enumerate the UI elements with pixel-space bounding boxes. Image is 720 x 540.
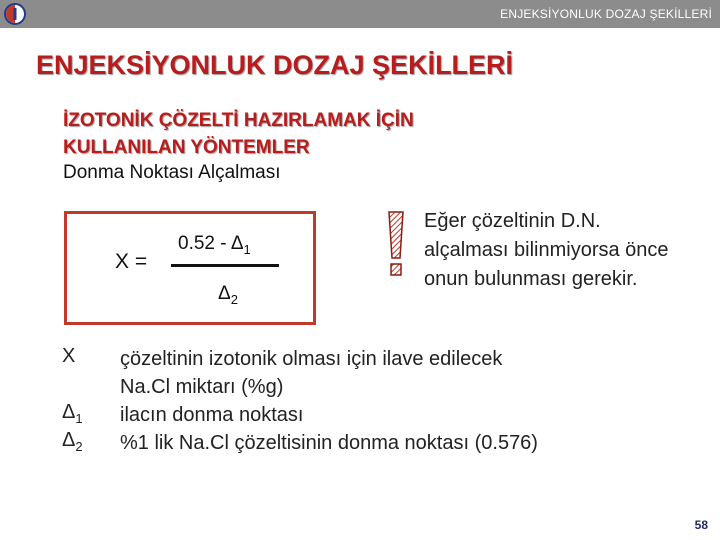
section-heading-line2: KULLANILAN YÖNTEMLER (63, 137, 310, 158)
formula-numerator (178, 233, 251, 257)
formula-box (64, 211, 316, 325)
numerator-subscript: 1 (243, 242, 251, 257)
formula-lhs: X = (115, 250, 148, 273)
top-bar (0, 0, 720, 28)
definition-symbol: $\Delta_1$ (62, 401, 83, 426)
method-name: Donma Noktası Alçalması (63, 162, 281, 183)
denominator-text: Δ (218, 283, 231, 304)
fraction-line (171, 264, 279, 267)
numerator-text: 0.52 - Δ (178, 233, 244, 254)
note-text: Eğer çözeltinin D.N. alçalması bilinmiyorsa önce onun bulunması gerekir. (424, 210, 669, 290)
denominator-subscript: 2 (230, 292, 238, 307)
running-title: ENJEKSİYONLUK DOZAJ ŞEKİLLERİ (500, 7, 712, 21)
page-number: 58 (694, 518, 708, 532)
exclamation-icon (385, 210, 407, 280)
definition-texts (120, 345, 700, 457)
definition-symbol (62, 373, 83, 401)
section-heading-line1: İZOTONİK ÇÖZELTİ HAZIRLAMAK İÇİN (63, 110, 414, 131)
section-heading (63, 107, 414, 161)
definition-text: çözeltinin izotonik olması için ilave edilecek (120, 348, 503, 370)
university-logo-icon (3, 3, 27, 25)
definition-text: ilacın donma noktası (120, 404, 304, 426)
slide-title: ENJEKSİYONLUK DOZAJ ŞEKİLLERİ (36, 50, 514, 80)
definition-text: %1 lik Na.Cl çözeltisinin donma noktası (0.576) (120, 432, 538, 454)
definition-symbols (62, 345, 83, 457)
formula-denominator (218, 283, 238, 307)
definition-symbol: $\Delta_2$ (62, 429, 83, 454)
definition-symbol: X (62, 345, 76, 367)
definition-text: Na.Cl miktarı (%g) (120, 376, 284, 398)
